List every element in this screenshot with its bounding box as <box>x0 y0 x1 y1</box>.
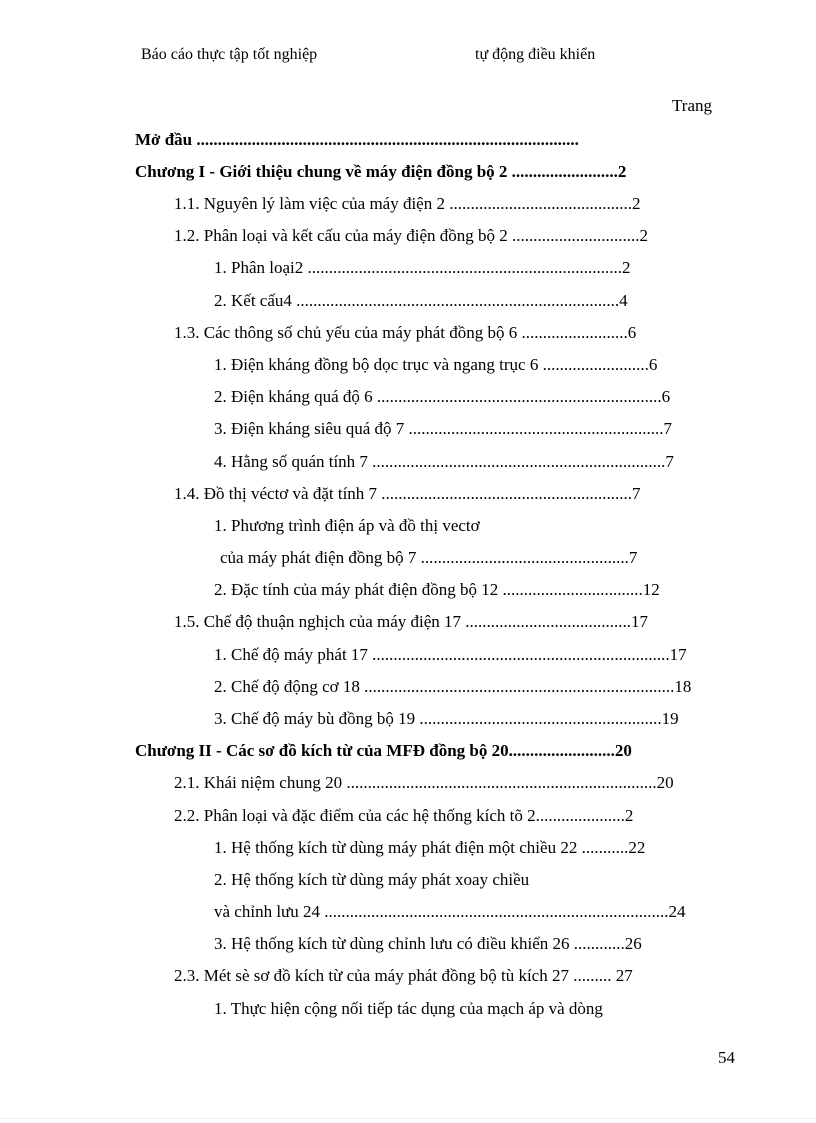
header-left-title: Báo cáo thực tập tốt nghiệp <box>141 46 318 63</box>
page-number: 54 <box>718 1048 735 1067</box>
toc-entry: 1. Chế độ máy phát 17 ......................................................................17 <box>214 645 687 664</box>
toc-entry: và chỉnh lưu 24 .................................................................................24 <box>214 902 686 921</box>
toc-entry: 4. Hằng số quán tính 7 .....................................................................7 <box>214 452 674 471</box>
toc-entry: 1. Thực hiện cộng nối tiếp tác dụng của mạch áp và dòng <box>214 999 603 1018</box>
toc-entry: 2.2. Phân loại và đặc điểm của các hệ thống kích tõ 2.....................2 <box>174 806 634 825</box>
toc-entry: Mở đầu .......................................................................................... <box>135 130 579 149</box>
footer-divider <box>0 1118 816 1119</box>
toc-entry: 2. Hệ thống kích từ dùng máy phát xoay chiều <box>214 870 530 889</box>
toc-entry: 1. Hệ thống kích từ dùng máy phát điện một chiều 22 ...........22 <box>214 838 646 857</box>
toc-entry: 1.3. Các thông số chủ yếu của máy phát đồng bộ 6 .........................6 <box>174 323 637 342</box>
toc-entry: 1. Phương trình điện áp và đồ thị vectơ <box>214 516 480 535</box>
toc-entry: của máy phát điện đồng bộ 7 .................................................7 <box>220 548 638 567</box>
toc-entry: Chương I - Giới thiệu chung về máy điện đồng bộ 2 .........................2 <box>135 162 627 181</box>
toc-entry: 3. Hệ thống kích từ dùng chỉnh lưu có điều khiển 26 ............26 <box>214 934 642 953</box>
toc-entry: Chương II - Các sơ đồ kích từ của MFĐ đồng bộ 20.........................20 <box>135 741 632 760</box>
toc-entry: 1. Điện kháng đồng bộ dọc trục và ngang trục 6 .........................6 <box>214 355 658 374</box>
toc-entry: 1.5. Chế độ thuận nghịch của máy điện 17 .......................................17 <box>174 612 649 631</box>
toc-entry: 2. Đặc tính của máy phát điện đồng bộ 12 .................................12 <box>214 580 660 599</box>
page-column-label: Trang <box>672 96 712 115</box>
toc-entry: 2.1. Khái niệm chung 20 .........................................................................20 <box>174 773 674 792</box>
toc-entry: 2. Điện kháng quá độ 6 ...................................................................6 <box>214 387 671 406</box>
toc-entry: 2. Chế độ động cơ 18 .........................................................................18 <box>214 677 692 696</box>
toc-entry: 2.3. Mét sè sơ đồ kích từ của máy phát đồng bộ tù kích 27 ......... 27 <box>174 966 633 985</box>
toc-entry: 1. Phân loại2 ..........................................................................2 <box>214 258 631 277</box>
toc-entry: 1.2. Phân loại và kết cấu của máy điện đồng bộ 2 ..............................2 <box>174 226 649 245</box>
toc-entry: 3. Điện kháng siêu quá độ 7 ............................................................7 <box>214 419 673 438</box>
header-right-title: tự động điều khiển <box>475 46 596 63</box>
toc-entry: 3. Chế độ máy bù đồng bộ 19 .........................................................19 <box>214 709 679 728</box>
toc-entry: 2. Kết cấu4 ............................................................................4 <box>214 291 628 310</box>
toc-entry: 1.1. Nguyên lý làm việc của máy điện 2 ...........................................2 <box>174 194 641 213</box>
toc-entry: 1.4. Đồ thị véctơ và đặt tính 7 ...........................................................7 <box>174 484 641 503</box>
